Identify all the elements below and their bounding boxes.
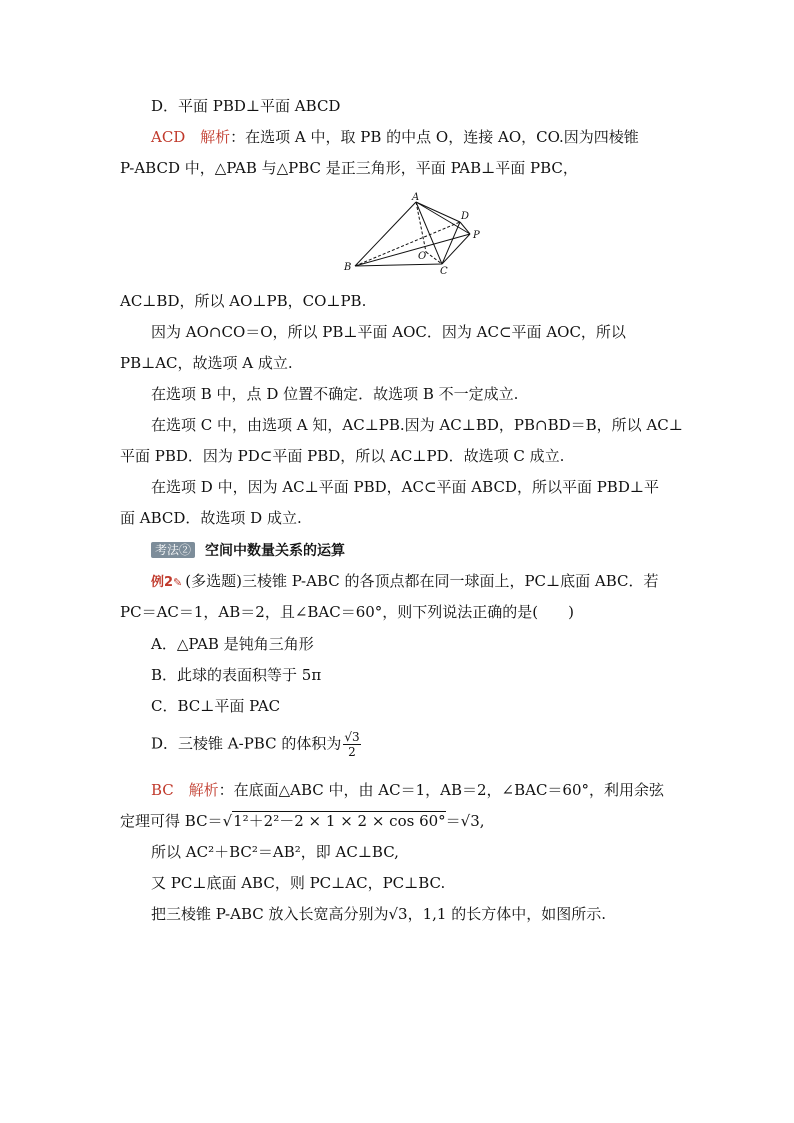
label-D: D <box>461 211 470 222</box>
edge-CP <box>442 234 470 264</box>
example-line-1 <box>151 570 711 594</box>
label-O: O <box>418 251 427 262</box>
option-d-line: D．平面 PBD⊥平面 ABCD <box>151 97 341 115</box>
solution-line-5: 把三棱锥 P-ABC 放入长宽高分别为√3，1,1 的长方体中，如图所示. <box>151 905 606 923</box>
solution-text-2-post: ＝√3, <box>445 812 485 830</box>
analysis-line-6: 在选项 B 中，点 D 位置不确定．故选项 B 不一定成立. <box>151 385 519 403</box>
analysis-line-8: 平面 PBD．因为 PD⊂平面 PBD，所以 AC⊥PD．故选项 C 成立. <box>120 447 565 465</box>
example-option-c: C．BC⊥平面 PAC <box>151 697 281 715</box>
solution-analysis-label: 解析 <box>188 781 219 799</box>
solution-line-1 <box>151 779 711 801</box>
answer-label: ACD <box>151 128 186 146</box>
solution-text-2-pre: 定理可得 BC＝ <box>120 812 223 830</box>
analysis-line-2: P-ABCD 中，△PAB 与△PBC 是正三角形，平面 PAB⊥平面 PBC， <box>120 159 578 177</box>
example-label: 例2 <box>151 575 174 590</box>
solution-text-1: ：在底面△ABC 中，由 AC＝1，AB＝2，∠BAC＝60°，利用余弦 <box>218 781 665 799</box>
example-option-a: A．△PAB 是钝角三角形 <box>151 635 314 653</box>
example-option-d <box>151 730 711 759</box>
section-title: 空间中数量关系的运算 <box>205 543 346 559</box>
section-heading <box>151 539 711 562</box>
pyramid-figure <box>340 192 500 274</box>
sqrt-symbol: √ <box>222 812 233 830</box>
edge-BC <box>355 264 442 266</box>
label-P: P <box>473 230 480 241</box>
example-option-b: B．此球的表面积等于 5π <box>151 666 322 684</box>
solution-line-3: 所以 AC²＋BC²＝AB²，即 AC⊥BC, <box>151 843 399 861</box>
fraction-numerator: √3 <box>344 730 360 744</box>
section-tag: 考法② <box>151 542 195 558</box>
label-A: A <box>412 192 420 203</box>
analysis-line-10: 面 ABCD．故选项 D 成立. <box>120 509 302 527</box>
sqrt-radicand: 1²＋2²－2 × 1 × 2 × cos 60° <box>233 812 446 830</box>
edge-DP <box>460 222 470 234</box>
solution-line-2 <box>120 810 680 832</box>
label-B: B <box>344 262 352 273</box>
edge-BA <box>355 202 416 266</box>
option-d-text: D．三棱锥 A-PBC 的体积为 <box>151 734 342 753</box>
analysis-line-7: 在选项 C 中，由选项 A 知，AC⊥PB.因为 AC⊥BD，PB∩BD＝B，所以 AC⊥ <box>151 416 683 434</box>
example-line-2: PC＝AC＝1，AB＝2，且∠BAC＝60°，则下列说法正确的是( ) <box>120 603 575 621</box>
analysis-line-5: PB⊥AC，故选项 A 成立. <box>120 354 293 372</box>
analysis-label: 解析 <box>200 128 231 146</box>
analysis-text: ：在选项 A 中，取 PB 的中点 O，连接 AO，CO.因为四棱锥 <box>230 128 639 146</box>
label-C: C <box>440 266 448 274</box>
analysis-line-4: 因为 AO∩CO＝O，所以 PB⊥平面 AOC．因为 AC⊂平面 AOC，所以 <box>151 323 626 341</box>
analysis-line-1 <box>151 126 711 148</box>
analysis-line-3: AC⊥BD，所以 AO⊥PB，CO⊥PB. <box>120 292 367 310</box>
pen-icon: ✎ <box>173 576 183 589</box>
example-question-1: (多选题)三棱锥 P-ABC 的各顶点都在同一球面上，PC⊥底面 ABC．若 <box>185 572 659 590</box>
solution-line-4: 又 PC⊥底面 ABC，则 PC⊥AC，PC⊥BC. <box>151 874 446 892</box>
solution-answer-label: BC <box>151 781 174 799</box>
fraction-denominator: 2 <box>348 745 356 759</box>
segment-AO <box>416 202 426 252</box>
volume-fraction <box>343 730 360 759</box>
analysis-line-9: 在选项 D 中，因为 AC⊥平面 PBD，AC⊂平面 ABCD，所以平面 PBD⊥平 <box>151 478 659 496</box>
